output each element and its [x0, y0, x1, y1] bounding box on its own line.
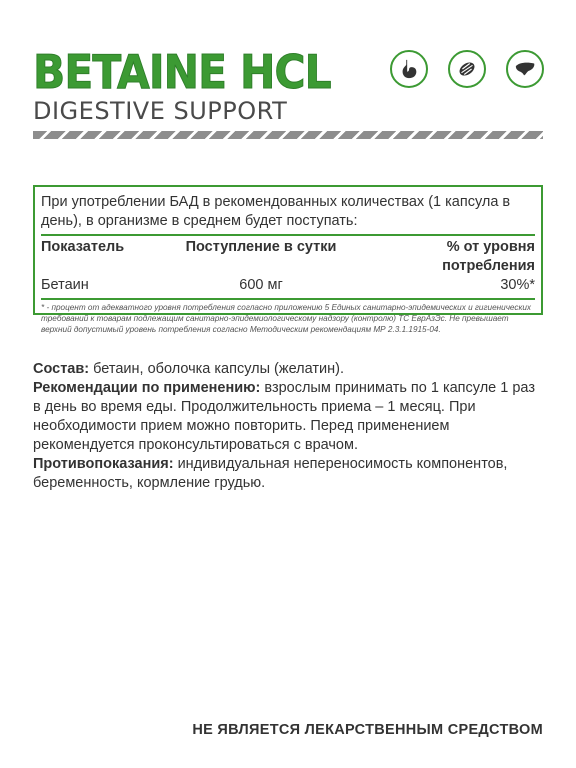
benefit-icons [390, 50, 544, 88]
contraindications-paragraph [33, 455, 543, 493]
decorative-stripe-band [33, 131, 543, 139]
table-header-row [41, 238, 535, 276]
usage-paragraph [33, 379, 543, 455]
row-amount: 600 мг [239, 277, 283, 293]
column-header-daily-intake: Поступление в сутки [185, 239, 337, 255]
muscle-icon [448, 50, 486, 88]
table-footnote: * - процент от адекватного уровня потребления согласно приложению 5 Единых санитарно-эпидемических и гигиенических требований к товарам подлежащим санитарно-эпидемиологическому надзору (контролю) ТС ЕврАзЭс. Не превышает верхний допустимый уровень потребления согласно Методическим рекомендациям МР 2.3.1.1915-04. [41, 303, 531, 334]
stomach-icon [390, 50, 428, 88]
row-percent: 30%* [500, 277, 535, 293]
contraindications-label: Противопоказания: [33, 456, 174, 472]
column-header-indicator: Показатель [41, 239, 125, 255]
product-title: BETAINE HCL [33, 45, 331, 99]
row-name: Бетаин [41, 277, 89, 293]
table-row [41, 276, 535, 295]
usage-label: Рекомендации по применению: [33, 380, 261, 396]
panel-intro-text: При употреблении БАД в рекомендованных количествах (1 капсула в день), в организме в среднем будет поступать: [41, 194, 511, 229]
composition-label: Состав: [33, 361, 90, 377]
divider [41, 298, 535, 300]
product-subtitle: DIGESTIVE SUPPORT [33, 97, 288, 125]
liver-icon [506, 50, 544, 88]
product-description [33, 360, 543, 493]
divider [41, 234, 535, 236]
not-medicine-disclaimer: НЕ ЯВЛЯЕТСЯ ЛЕКАРСТВЕННЫМ СРЕДСТВОМ [192, 722, 543, 738]
contraindications-text: индивидуальная непереносимость компонентов, беременность, кормление грудью. [33, 456, 508, 491]
column-header-percent: % от уровня потребления [442, 239, 535, 274]
composition-paragraph [33, 360, 543, 379]
nutrition-panel [33, 185, 543, 334]
composition-text: бетаин, оболочка капсулы (желатин). [93, 361, 344, 377]
usage-text: взрослым принимать по 1 капсуле 1 раз в день во время еды. Продолжительность приема – 1 месяц. При необходимости прием можно повторить. Перед применением рекомендуется проконсультироваться с врачом. [33, 380, 535, 453]
